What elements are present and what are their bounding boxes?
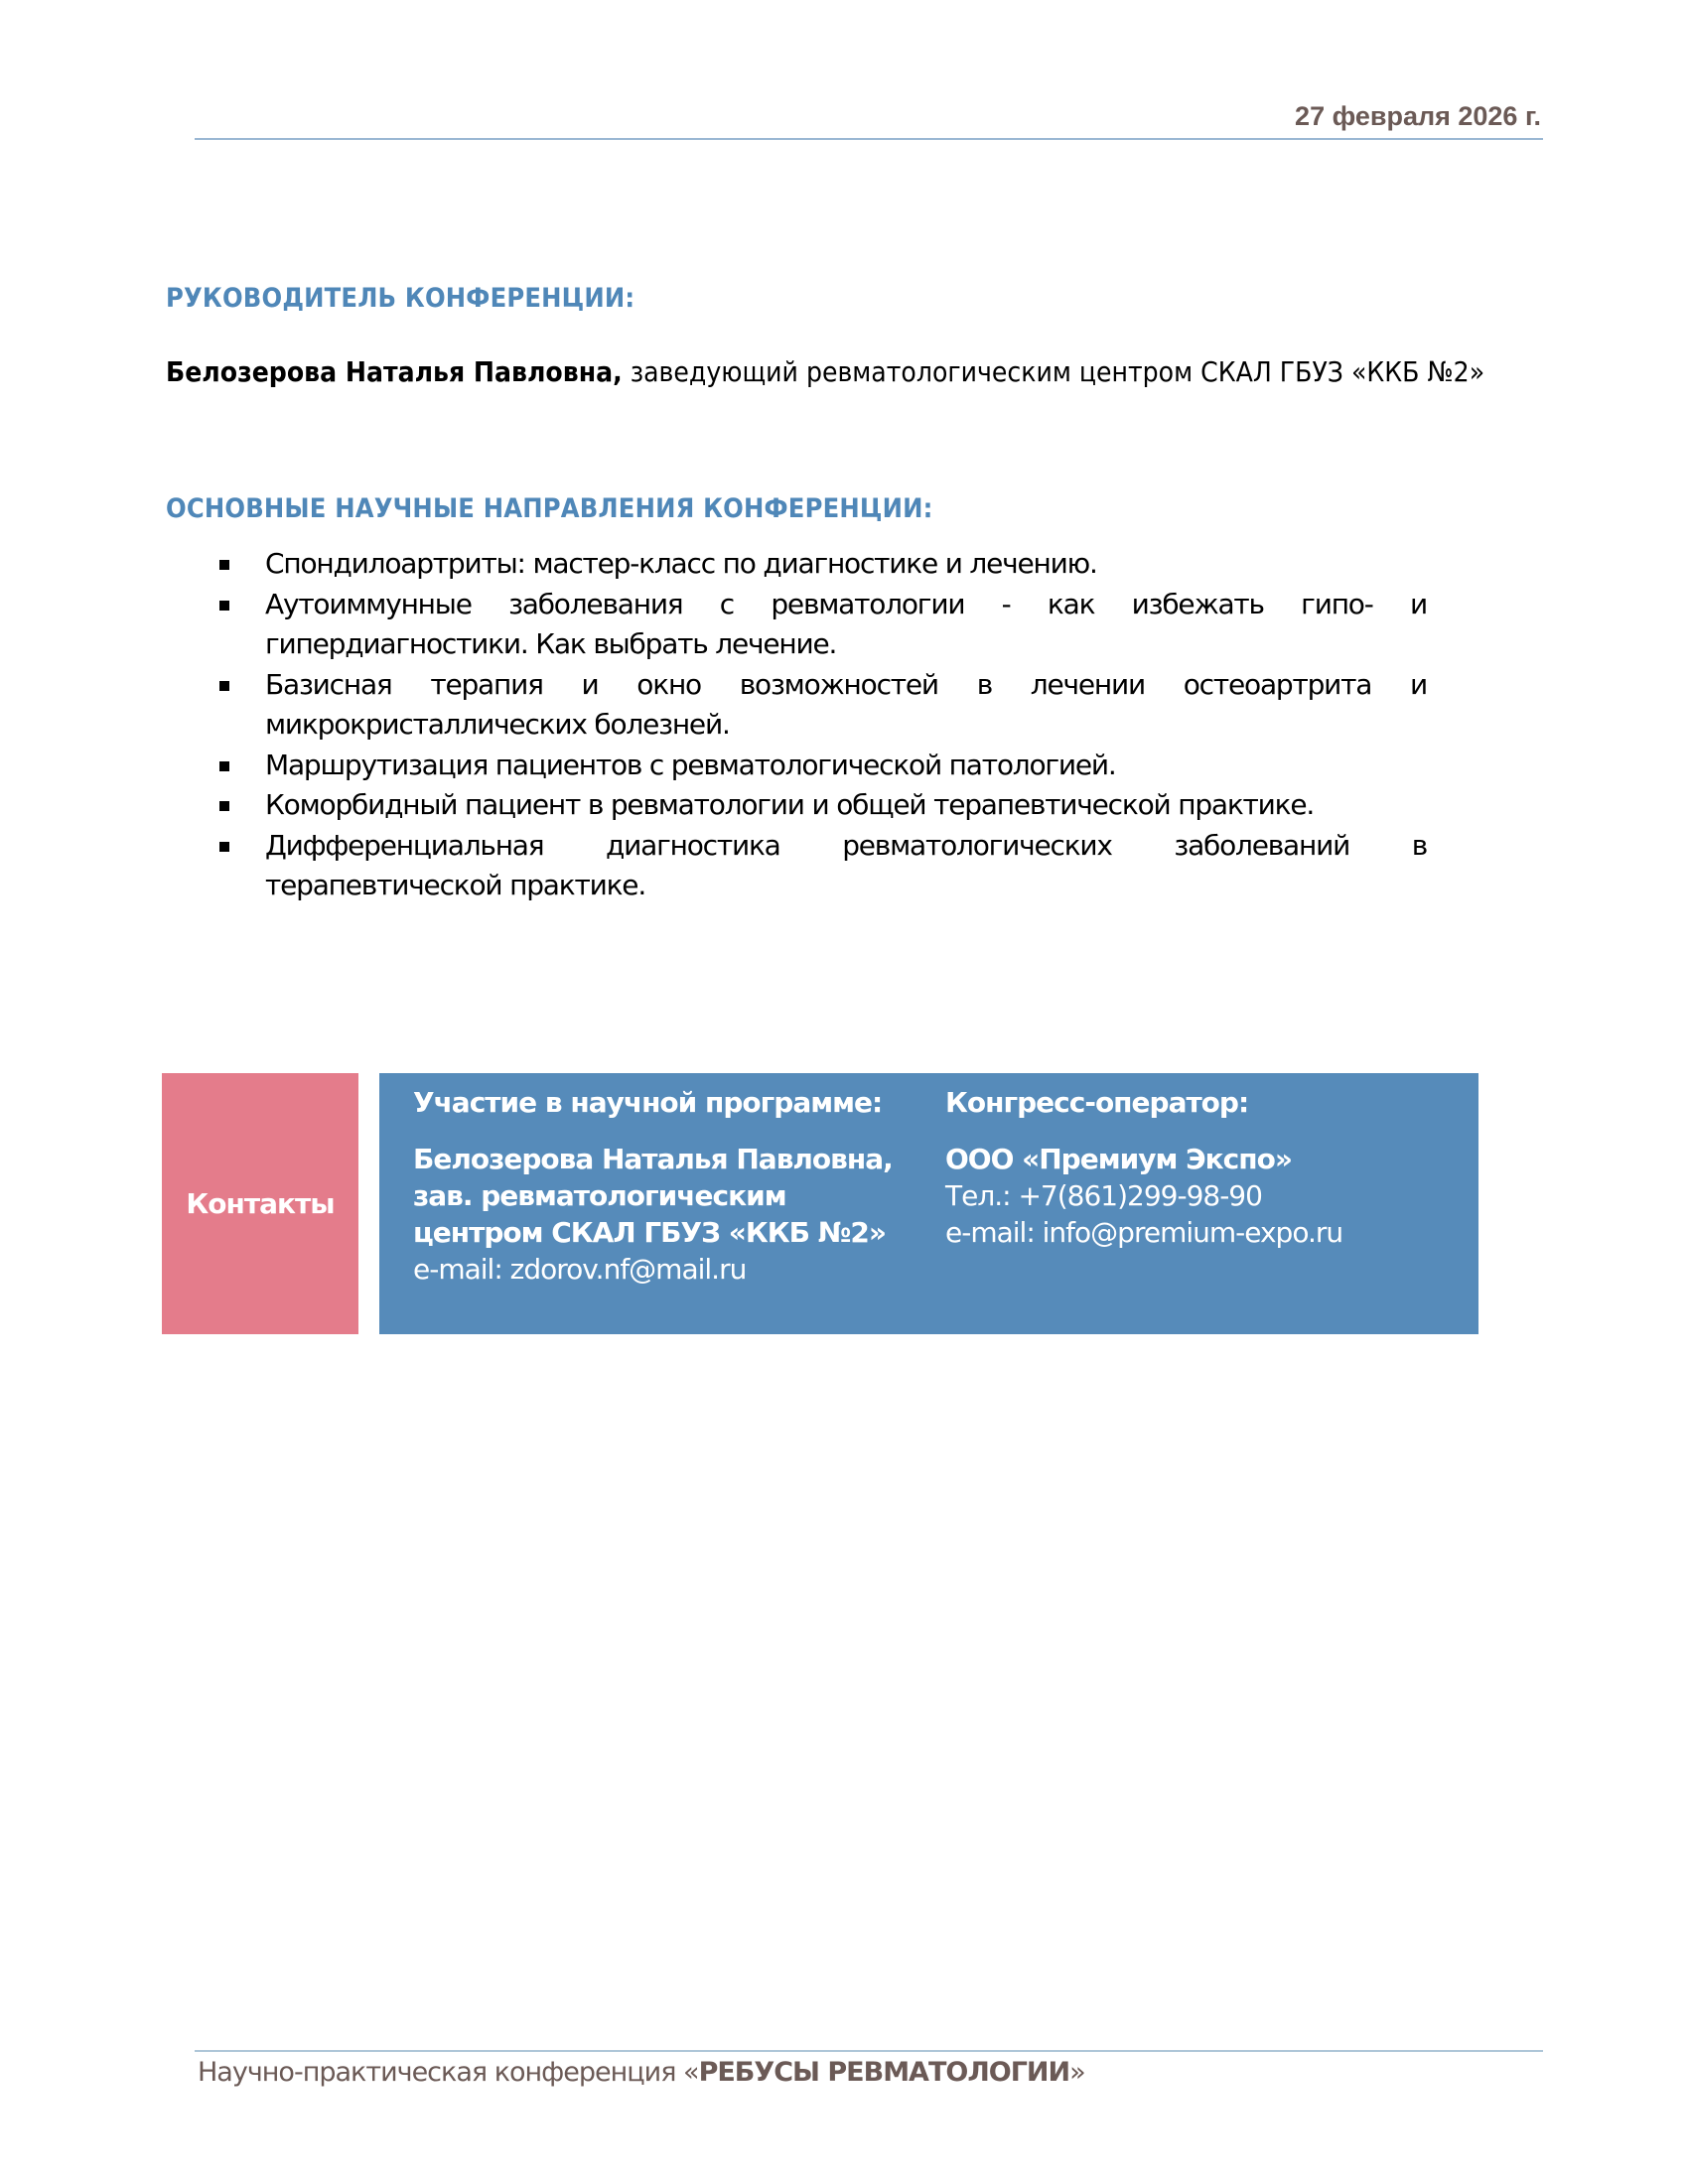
header-divider — [195, 138, 1543, 140]
topic-item: Дифференциальная диагностика ревматологических заболеваний в терапевтической практике. — [166, 826, 1536, 906]
organizer-line — [166, 355, 1484, 388]
square-bullet-icon — [219, 681, 229, 691]
organizer-section-title: РУКОВОДИТЕЛЬ КОНФЕРЕНЦИИ: — [166, 283, 635, 314]
program-contact — [413, 1073, 893, 1288]
footer-divider — [195, 2050, 1543, 2052]
topics-section-title: ОСНОВНЫЕ НАУЧНЫЕ НАПРАВЛЕНИЯ КОНФЕРЕНЦИИ: — [166, 493, 933, 524]
program-organization: центром СКАЛ ГБУЗ «ККБ №2» — [413, 1216, 886, 1249]
topic-item: Маршрутизация пациентов с ревматологической патологией. — [166, 746, 1536, 786]
header-date: 27 февраля 2026 г. — [1295, 101, 1541, 131]
topic-item: Спондилоартриты: мастер-класс по диагностике и лечению. — [166, 544, 1536, 585]
program-email[interactable]: e-mail: zdorov.nf@mail.ru — [413, 1253, 747, 1286]
operator-phone[interactable]: Тел.: +7(861)299-98-90 — [945, 1179, 1262, 1212]
program-position: зав. ревматологическим — [413, 1179, 786, 1212]
topic-item: Коморбидный пациент в ревматологии и общей терапевтической практике. — [166, 785, 1536, 826]
operator-email[interactable]: e-mail: info@premium-expo.ru — [945, 1216, 1343, 1249]
program-heading: Участие в научной программе: — [413, 1086, 883, 1119]
program-name: Белозерова Наталья Павловна, — [413, 1143, 893, 1175]
square-bullet-icon — [219, 761, 229, 771]
square-bullet-icon — [219, 842, 229, 852]
operator-contact — [945, 1073, 1342, 1251]
contacts-label-box — [162, 1073, 358, 1334]
contacts-label: Контакты — [186, 1187, 335, 1220]
square-bullet-icon — [219, 601, 229, 611]
square-bullet-icon — [219, 801, 229, 811]
operator-company: ООО «Премиум Экспо» — [945, 1143, 1292, 1175]
organizer-position: заведующий ревматологическим центром СКАЛ ГБУЗ «ККБ №2» — [622, 355, 1485, 388]
topic-item: Аутоиммунные заболевания с ревматологии - как избежать гипо- и гипердиагностики. Как выбрать лечение. — [166, 585, 1536, 665]
topic-item: Базисная терапия и окно возможностей в лечении остеоартрита и микрокристаллических болезней. — [166, 665, 1536, 746]
footer-text: Научно-практическая конференция «РЕБУСЫ РЕВМАТОЛОГИИ» — [198, 2057, 1085, 2088]
contacts-info-box — [379, 1073, 1478, 1334]
operator-heading: Конгресс-оператор: — [945, 1086, 1249, 1119]
conference-name: РЕБУСЫ РЕВМАТОЛОГИИ — [698, 2057, 1070, 2088]
topics-list — [166, 544, 1536, 906]
organizer-name: Белозерова Наталья Павловна, — [166, 355, 623, 388]
square-bullet-icon — [219, 560, 229, 570]
